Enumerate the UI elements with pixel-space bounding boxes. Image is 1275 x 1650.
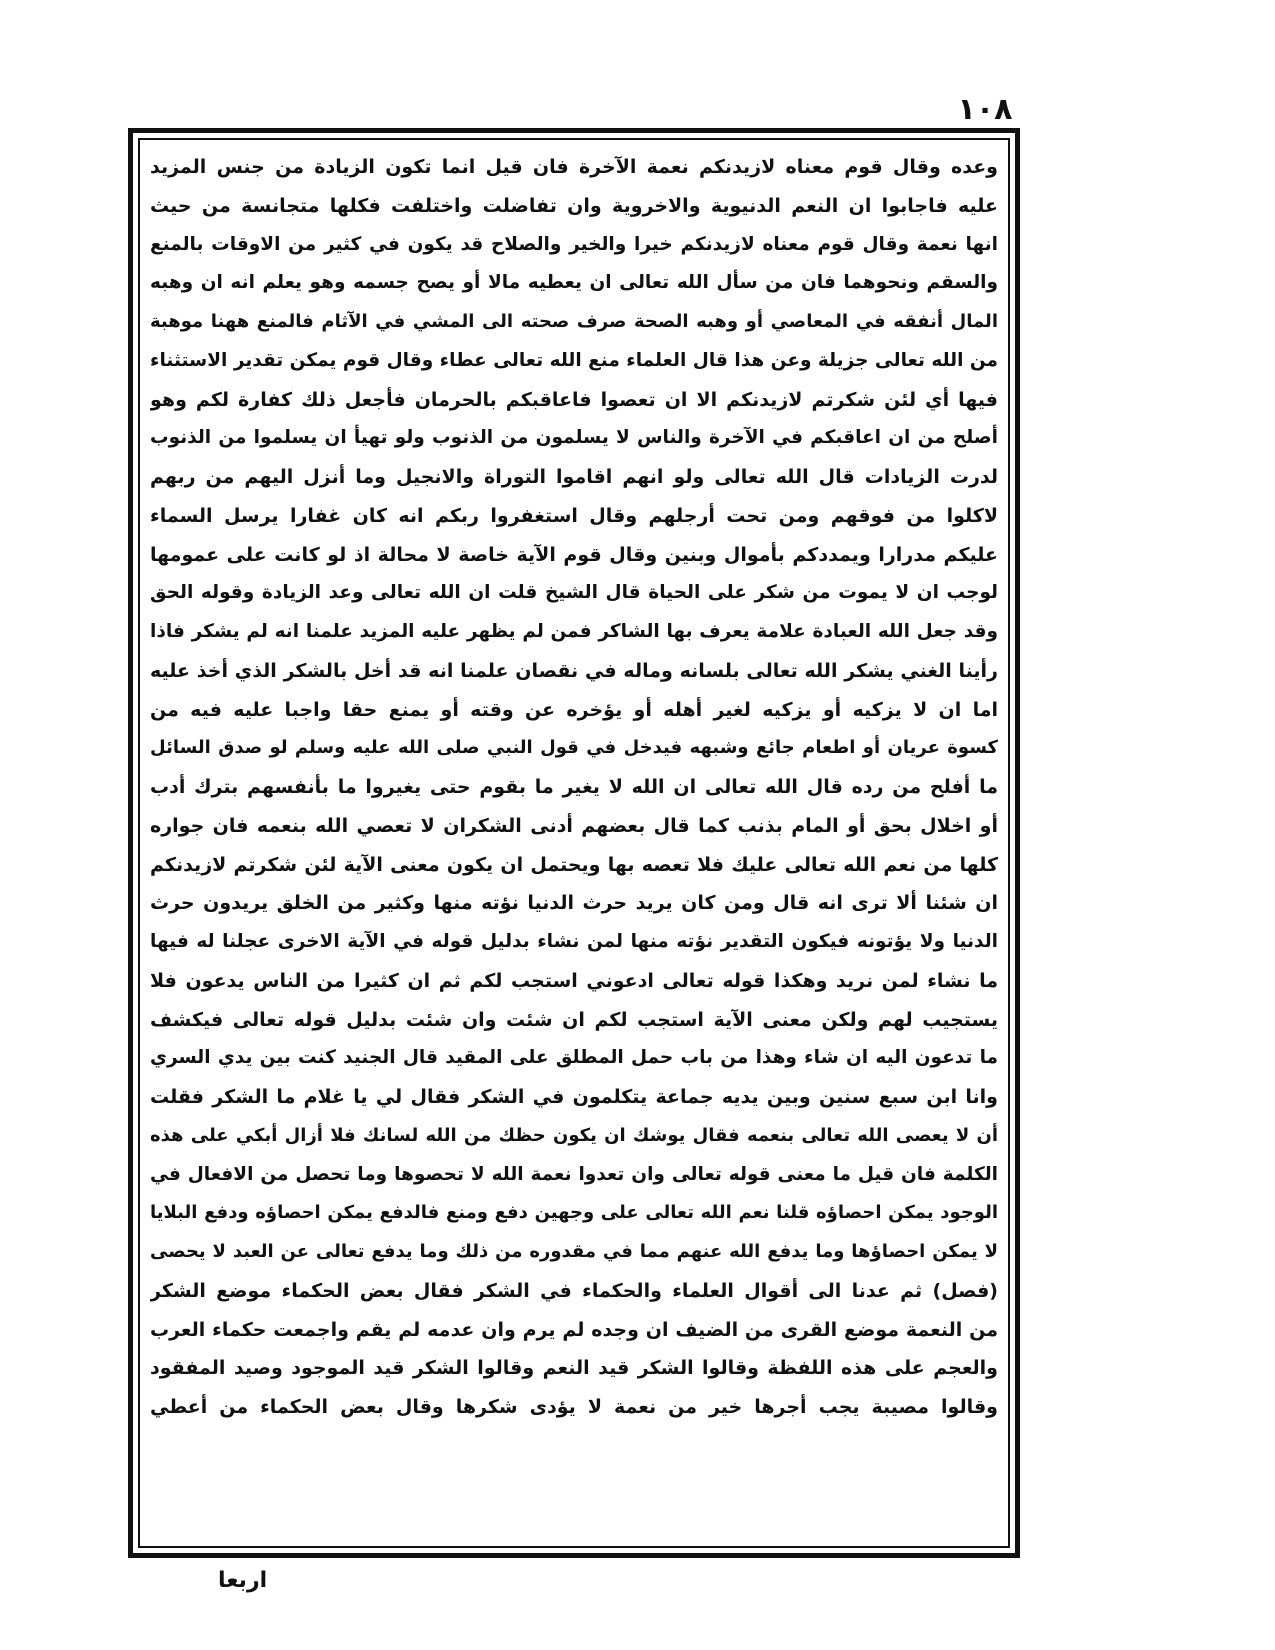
text-line: اما ان لا يزكيه أو يزكيه لغير أهله أو يؤخره عن وقته أو يمنع حقا واجبا عليه فيه من [150,698,998,721]
text-line: ما نشاء لمن نريد وهكذا قوله تعالى ادعوني استجب لكم ثم ان كثيرا من الناس يدعون فلا [150,969,998,992]
text-line: عليه فاجابوا ان النعم الدنيوية والاخروية وان تفاضلت واختلفت فكلها متجانسة من حيث [150,194,998,217]
text-line: كلها من نعم الله تعالى عليك فلا تعصه بها ويحتمل ان يكون معنى الآية لئن شكرتم لازيدنكم [150,853,998,876]
manuscript-text-body [150,148,998,1543]
text-line: لاكلوا من فوقهم ومن تحت أرجلهم وقال استغفروا ربكم انه كان غفارا يرسل السماء [150,504,998,527]
text-line: وعده وقال قوم معناه لازيدنكم نعمة الآخرة فان قيل انما تكون الزيادة من جنس المزيد [150,156,998,178]
text-line: أو اخلال بحق أو المام بذنب كما قال بعضهم أدنى الشكران لا تعصي الله بنعمه فان جواره [150,814,998,837]
text-line: رأينا الغني يشكر الله تعالى بلسانه وماله في نقصان علمنا انه قد أخل بالشكر الذي أخذ عليه [150,659,998,682]
text-line: والعجم على هذه اللفظة وقالوا الشكر قيد النعم وقالوا الشكر قيد الموجود وصيد المفقود [150,1357,998,1380]
text-line: وقد جعل الله العبادة علامة يعرف بها الشاكر فمن لم يظهر عليه المزيد علمنا انه لم يشكر فاذا [150,621,998,642]
text-line: يستجيب لهم ولكن معنى الآية استجب لكم ان شئت وان شئت بدليل قوله تعالى فيكشف [150,1008,998,1031]
text-line: كسوة عريان أو اطعام جائع وشبهه فيدخل في قول النبي صلى الله عليه وسلم لو صدق السائل [150,737,998,759]
text-line: لوجب ان لا يموت من شكر على الحياة قال الشيخ قلت ان الله تعالى وعد الزيادة وقوله الحق [150,582,998,604]
page-number: ١٠٨ [957,92,1013,127]
text-line: والسقم ونحوهما فان من سأل الله تعالى ان يعطيه مالا أو يصح جسمه وهو يعلم انه ان وهبه [150,272,998,294]
text-line: وقالوا مصيبة يجب أجرها خير من نعمة لا يؤدى شكرها وقال بعض الحكماء من أعطي [150,1396,998,1418]
text-line: فيها أي لئن شكرتم لازيدنكم الا ان تعصوا فاعاقبكم بالحرمان فأجعل ذلك كفارة لكم وهو [150,388,998,411]
text-line: أن لا يعصى الله تعالى بنعمه فقال يوشك ان يكون حظك من الله لسانك فلا أزال أبكي على هذه [150,1124,998,1146]
text-line: الدنيا ولا يؤتونه فيكون التقدير نؤته منها لمن نشاء بدليل قوله في الآية الاخرى عجلنا له فيها [150,931,998,952]
text-line: أصلح من ان اعاقبكم في الآخرة والناس لا يسلمون من الذنوب ولو تهيأ ان يسلموا من الذنوب [150,427,998,449]
text-line: من النعمة موضع القرى من الضيف ان وجده لم يرم وان عدمه لم يقم واجمعت حكماء العرب [150,1318,998,1341]
text-line: ان شئنا ألا ترى انه قال ومن كان يريد حرث الدنيا نؤته منها وكثير من الخلق يريدون حرث [150,892,998,915]
text-line: لا يمكن احصاؤها وما يدفع الله عنهم مما في مقدوره من ذلك وما يدفع تعالى عن العبد لا يحصى [150,1241,998,1262]
text-line: وانا ابن سبع سنين وبين يديه جماعة يتكلمون في الشكر فقال لي يا غلام ما الشكر فقلت [150,1086,998,1108]
text-line: الوجود يمكن احصاؤه قلنا نعم الله تعالى على وجهين دفع ومنع فالدفع يمكن احصاؤه ودفع البلايا [150,1202,998,1224]
text-line: الكلمة فان قيل ما معنى قوله تعالى وان تعدوا نعمة الله لا تحصوها وما تحصل من الافعال في [150,1163,998,1185]
text-line: من الله تعالى جزيلة وعن هذا قال العلماء منع الله تعالى عطاء وقال قوم يمكن تقدير الاستثناء [150,349,998,371]
text-line: ما تدعون اليه ان شاء وهذا من باب حمل المطلق على المقيد قال الجنيد كنت بين يدي السري [150,1047,998,1069]
text-line: المال أنفقه في المعاصي أو وهبه الصحة صرف صحته الى المشي في الآثام فالمنع ههنا موهبة [150,311,998,332]
text-line: انها نعمة وقال قوم معناه لازيدنكم خيرا والخير والصلاح قد يكون في كثير من الاوقات بالمنع [150,233,998,255]
text-line: (فصل) ثم عدنا الى أقوال العلماء والحكماء في الشكر فقال بعض الحكماء موضع الشكر [150,1279,998,1302]
text-line: ما أفلح من رده قال الله تعالى ان الله لا يغير ما بقوم حتى يغيروا ما بأنفسهم بترك أدب [150,776,998,798]
text-line: لدرت الزيادات قال الله تعالى ولو انهم اقاموا التوراة والانجيل وما أنزل اليهم من ربهم [150,466,998,488]
catchword: اربعا [218,1568,268,1593]
text-line: عليكم مدرارا ويمددكم بأموال وبنين وقال قوم الآية خاصة لا محالة اذ لو كانت على عمومها [150,543,998,566]
